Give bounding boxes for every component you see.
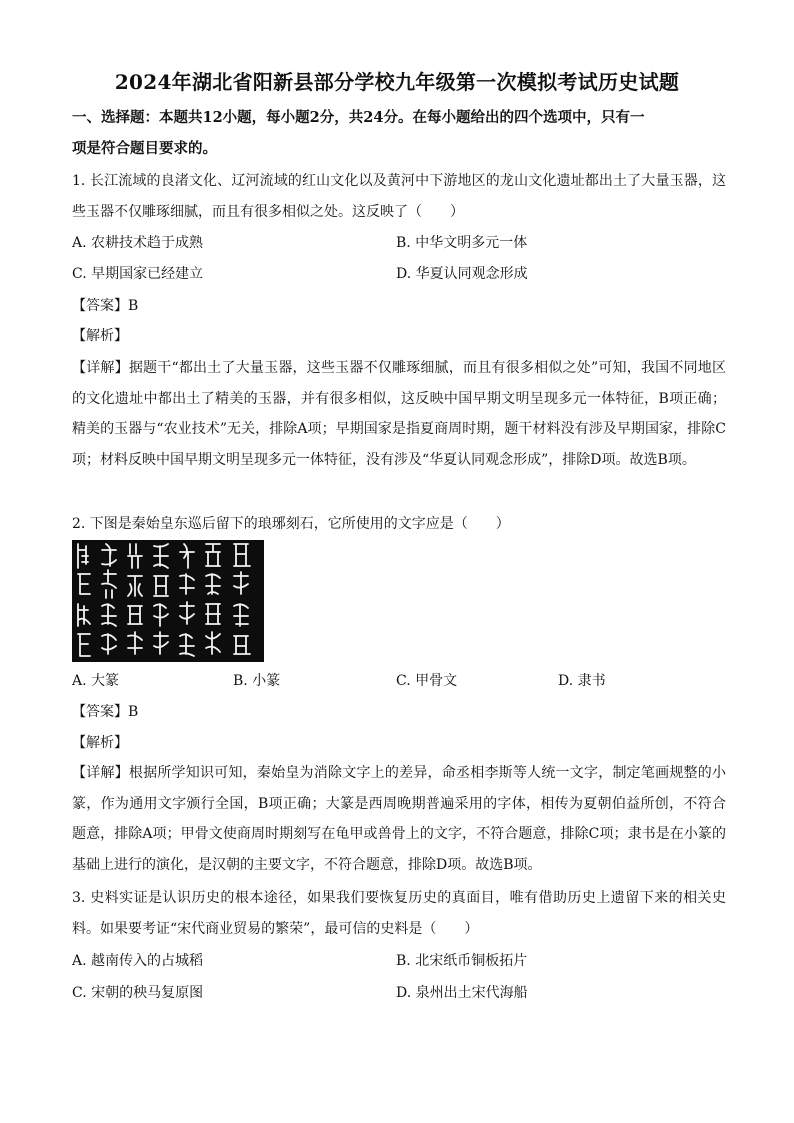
question-2-option-c: C. 甲骨文: [396, 673, 458, 689]
question-1-option-c: C. 早期国家已经建立: [72, 266, 204, 282]
question-3-option-d: D. 泉州出土宋代海船: [396, 985, 528, 1001]
question-2-detail: 【详解】根据所学知识可知，秦始皇为消除文字上的差异，命丞相李斯等人统一文字，制定笔画规整的小篆，作为通用文字颁行全国，B项正确；大篆是西周晚期普遍采用的字体，相传为夏朝伯益所创，不符合题意，排除A项；甲骨文使商周时期刻写在龟甲或兽骨上的文字，不符合题意，排除C项；隶书是在小篆的基础上进行的演化，是汉朝的主要文字，不符合题意，排除D项。故选B项。: [72, 765, 726, 873]
exam-title: 2024年湖北省阳新县部分学校九年级第一次模拟考试历史试题: [114, 70, 680, 94]
question-2-stem: 2. 下图是秦始皇东巡后留下的琅琊刻石，它所使用的文字应是（ ）: [72, 516, 510, 532]
question-3-option-c: C. 宋朝的秧马复原图: [72, 985, 204, 1001]
question-3-option-a: A. 越南传入的占城稻: [72, 953, 204, 969]
question-2-option-d: D. 隶书: [558, 673, 606, 689]
section-heading-line2: 项是符合题目要求的。: [72, 140, 217, 157]
question-1-detail: 【详解】据题干“都出土了大量玉器，这些玉器不仅雕琢细腻，而且有很多相似之处”可知，我国不同地区的文化遗址中都出土了精美的玉器，并有很多相似，这反映中国早期文明呈现多元一体特征，B项正确；精美的玉器与“农业技术”无关，排除A项；早期国家是指夏商周时期，题干材料没有涉及早期国家，排除C项；材料反映中国早期文明呈现多元一体特征，没有涉及“华夏认同观念形成”，排除D项。故选B项。: [72, 360, 726, 468]
question-2-analysis-label: 【解析】: [72, 735, 128, 751]
question-1-analysis-label: 【解析】: [72, 328, 128, 344]
seal-script-glyphs: [72, 540, 264, 662]
question-1-option-b: B. 中华文明多元一体: [396, 235, 528, 251]
question-1-answer: 【答案】B: [72, 298, 139, 314]
section-heading-line1: 一、选择题：本题共12小题，每小题2分，共24分。在每小题给出的四个选项中，只有一: [72, 109, 645, 126]
question-2-option-b: B. 小篆: [233, 673, 281, 689]
question-3-stem: 3. 史料实证是认识历史的根本途径，如果我们要恢复历史的真面目，唯有借助历史上遗留下来的相关史料。如果要考证“宋代商业贸易的繁荣”，最可信的史料是（ ）: [72, 890, 726, 937]
question-2-answer: 【答案】B: [72, 704, 139, 720]
question-1-stem: 1. 长江流域的良渚文化、辽河流域的红山文化以及黄河中下游地区的龙山文化遗址都出土了大量玉器，这些玉器不仅雕琢细腻，而且有很多相似之处。这反映了（ ）: [72, 173, 726, 220]
question-1-option-d: D. 华夏认同观念形成: [396, 266, 528, 282]
question-2-option-a: A. 大篆: [72, 673, 120, 689]
question-1-option-a: A. 农耕技术趋于成熟: [72, 235, 204, 251]
question-3-option-b: B. 北宋纸币铜板拓片: [396, 953, 528, 969]
langya-stone-inscription-image: [72, 540, 264, 662]
